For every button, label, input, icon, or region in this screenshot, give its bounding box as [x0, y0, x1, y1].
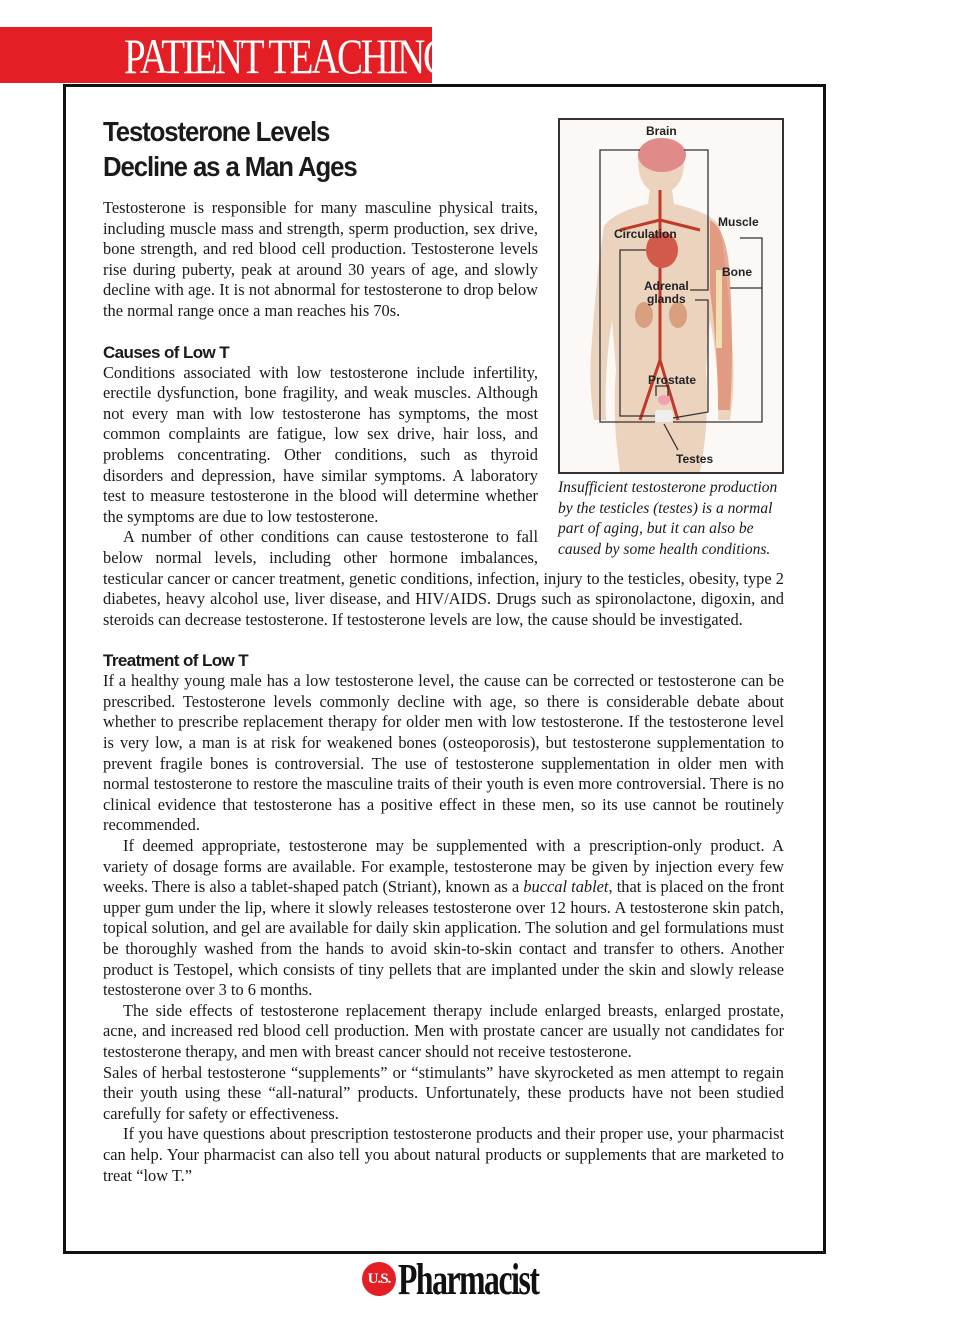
treatment-heading: Treatment of Low T — [103, 651, 249, 671]
causes-paragraph: Conditions associated with low testosterone include infertility, erectile dysfunction, bone fragility, and weak muscles. Although not every man with low testosterone has symptoms, the most common complaints are fatigue, low sex drive, hair loss, and problems concentrating. Other conditions, such as thyroid disorders and depression, have similar symptoms. A laboratory test to measure testosterone in the blood will determine whether the symptoms are due to low testosterone. — [103, 362, 538, 526]
treatment-paragraph: If deemed appropriate, testosterone may be supplemented with a prescription-only product. A variety of dosage forms are available. For example, testosterone may be given by injection every few weeks. There is also a tablet-shaped patch (Striant), known as a buccal tablet, that is placed on the front upper gum under the lip, where it slowly releases testosterone over 12 hours. A testosterone skin patch, topical solution, and gel are available for daily skin application. The solution and gel formulations must be thoroughly washed from the hands to avoid skin-to-skin contact and transfer to others. Another product is Testopel, which consists of tiny pellets that are implanted under the skin and slowly release testosterone over 3 to 6 months. — [103, 836, 784, 1000]
intro-paragraph: Testosterone is responsible for many masculine physical traits, including muscle mass and strength, sperm production, sex drive, bone strength, and red blood cell production. Testosterone levels rise during puberty, peak at around 30 years of age, and slowly decline with age. It is not abnormal for testosterone to drop below the normal range once a man reaches his 70s. — [103, 198, 538, 320]
article-content — [103, 114, 784, 1186]
treatment-paragraph: Sales of herbal testosterone “supplements” or “stimulants” have skyrocketed as men attempt to regain their youth using these “all-natural” products. Unfortunately, these products have not been studied carefully for safety or effectiveness. — [103, 1062, 784, 1123]
article-title: Testosterone Levels Decline as a Man Ages — [103, 116, 357, 182]
banner-title: PATIENT TEACHING AID — [124, 28, 517, 84]
label-testes: Testes — [676, 452, 714, 466]
label-brain: Brain — [646, 124, 677, 138]
anatomy-illustration — [558, 118, 784, 474]
patient-teaching-aid-banner — [0, 27, 517, 84]
label-muscle: Muscle — [718, 215, 759, 229]
label-prostate: Prostate — [648, 373, 697, 387]
treatment-paragraph: The side effects of testosterone replacement therapy include enlarged breasts, enlarged prostate, acne, and increased red blood cell production. Men with prostate cancer are usually not candidates for testosterone therapy, and men with breast cancer should not receive testosterone. — [103, 1000, 784, 1061]
label-bone: Bone — [722, 265, 752, 279]
us-pharmacist-logo — [362, 1255, 539, 1308]
label-adrenal-glands: Adrenal glands — [644, 279, 689, 306]
logo-wordmark: Pharmacist — [398, 1255, 539, 1304]
treatment-paragraph: If a healthy young male has a low testosterone level, the cause can be corrected or testosterone can be prescribed. Testosterone levels commonly decline with age, so there is considerable debate about whether to prescribe replacement therapy for older men with low testosterone. If the testosterone level is very low, a man is at risk for weakened bones (osteoporosis), but testosterone supplementation to prevent fragile bones is controversial. The use of testosterone supplementation in older men with normal testosterone to restore the masculine traits of their youth is even more controversial. There is no clinical evidence that testosterone has a positive effect in these men, so its use cannot be routinely recommended. — [103, 671, 784, 835]
causes-paragraph: A number of other conditions can cause testosterone to fall below normal levels, including other hormone imbalances, testicular cancer or cancer treatment, genetic conditions, infection, injury to the testicles, obesity, type 2 diabetes, heavy alcohol use, liver disease, and HIV/AIDS. Drugs such as spironolactone, digoxin, and steroids can decrease testosterone. If testosterone levels are low, the cause should be investigated. — [103, 527, 784, 629]
anatomy-figure — [558, 118, 784, 560]
logo-seal: U.S. — [362, 1262, 396, 1296]
causes-heading: Causes of Low T — [103, 342, 230, 362]
label-circulation: Circulation — [614, 227, 677, 241]
figure-caption: Insufficient testosterone production by the testicles (testes) is a normal part of aging, but it can also be caused by some health conditions. — [558, 479, 778, 558]
treatment-paragraph: If you have questions about prescription testosterone products and their proper use, your pharmacist can help. Your pharmacist can also tell you about natural products or supplements that are marketed to treat “low T.” — [103, 1124, 784, 1185]
